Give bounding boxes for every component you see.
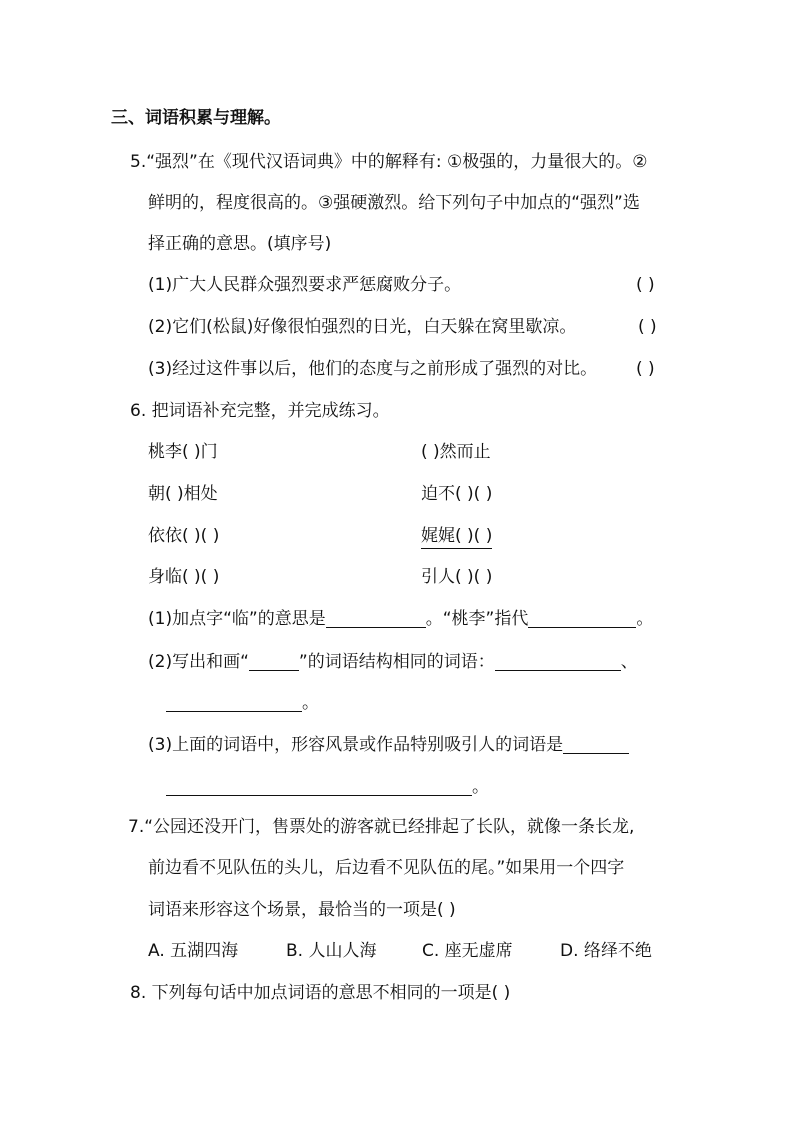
q6-stem: 6. 把词语补充完整，并完成练习。 xyxy=(130,401,390,421)
q6-sub-2-text-b: ”的词语结构相同的词语： xyxy=(298,652,495,672)
q5-item-3: (3)经过这件事以后，他们的态度与之前形成了强烈的对比。 xyxy=(148,359,598,379)
q5-item-3-answer-blank[interactable]: ( ) xyxy=(636,359,655,379)
section-title: 三、词语积累与理解。 xyxy=(111,108,281,128)
q6-word-3-left[interactable]: 依依( )( ) xyxy=(148,526,220,546)
q6-word-4-left[interactable]: 身临( )( ) xyxy=(148,567,220,587)
q5-line-2: 鲜明的，程度很高的。③强硬激烈。给下列句子中加点的“强烈”选 xyxy=(148,193,640,213)
q6-sub-1-text-a: (1)加点字“临”的意思是 xyxy=(148,609,326,629)
q8-line-1: 8. 下列每句话中加点词语的意思不相同的一项是( ) xyxy=(130,983,511,1003)
q7-option-d[interactable]: D. 络绎不绝 xyxy=(560,941,652,961)
q6-sub-3 xyxy=(148,733,629,757)
q6-sub-2-text-c: 、 xyxy=(620,652,638,672)
q5-item-1-answer-blank[interactable]: ( ) xyxy=(636,275,655,295)
q6-sub-3-continued xyxy=(166,775,489,799)
q6-word-1-left[interactable]: 桃李( )门 xyxy=(148,442,218,462)
q6-sub-2-blank-2[interactable] xyxy=(166,693,302,712)
q6-word-2-left[interactable]: 朝( )相处 xyxy=(148,484,218,504)
q7-line-3: 词语来形容这个场景，最恰当的一项是( ) xyxy=(148,900,456,920)
q6-word-2-right[interactable]: 迫不( )( ) xyxy=(421,484,493,504)
q6-sub-2-text-a: (2)写出和画“ xyxy=(148,652,249,672)
q6-sub-2-continued xyxy=(166,691,319,715)
q5-line-3: 择正确的意思。(填序号) xyxy=(148,234,332,254)
q6-sub-1-blank-1[interactable] xyxy=(326,609,426,628)
q7-line-1: 7.“公园还没开门，售票处的游客就已经排起了长队，就像一条长龙, xyxy=(128,817,635,837)
q5-item-2-answer-blank[interactable]: ( ) xyxy=(638,317,657,337)
q6-sub-1 xyxy=(148,607,653,631)
q7-option-b[interactable]: B. 人山人海 xyxy=(286,941,377,961)
q6-word-4-right[interactable]: 引人( )( ) xyxy=(421,567,493,587)
q7-option-a[interactable]: A. 五湖四海 xyxy=(148,941,239,961)
q6-sub-3-blank-2[interactable] xyxy=(166,777,472,796)
q6-sub-1-blank-2[interactable] xyxy=(528,609,636,628)
q7-option-c[interactable]: C. 座无虚席 xyxy=(422,941,513,961)
q6-sub-1-text-b: 。“桃李”指代 xyxy=(425,609,529,629)
q6-sub-1-text-c: 。 xyxy=(636,609,654,629)
q6-word-1-right[interactable]: ( )然而止 xyxy=(421,442,491,462)
q5-item-2: (2)它们(松鼠)好像很怕强烈的日光，白天躲在窝里歇凉。 xyxy=(148,317,577,337)
q6-sub-3-blank-1[interactable] xyxy=(563,735,629,754)
q7-line-2: 前边看不见队伍的头儿，后边看不见队伍的尾。”如果用一个四字 xyxy=(148,858,625,878)
q6-word-3-right-underlined[interactable]: 娓娓( )( ) xyxy=(421,524,492,549)
q6-sub-3-text-a: (3)上面的词语中，形容风景或作品特别吸引人的词语是 xyxy=(148,735,564,755)
q6-sub-2-pattern-blank xyxy=(249,652,299,671)
q6-sub-2 xyxy=(148,650,638,674)
q6-sub-2-blank-1[interactable] xyxy=(495,652,621,671)
q6-sub-2-text-d: 。 xyxy=(302,693,319,713)
q5-line-1: 5.“强烈”在《现代汉语词典》中的解释有: ①极强的，力量很大的。② xyxy=(130,152,648,172)
q6-sub-3-text-b: 。 xyxy=(472,777,489,797)
q5-item-1: (1)广大人民群众强烈要求严惩腐败分子。 xyxy=(148,275,462,295)
